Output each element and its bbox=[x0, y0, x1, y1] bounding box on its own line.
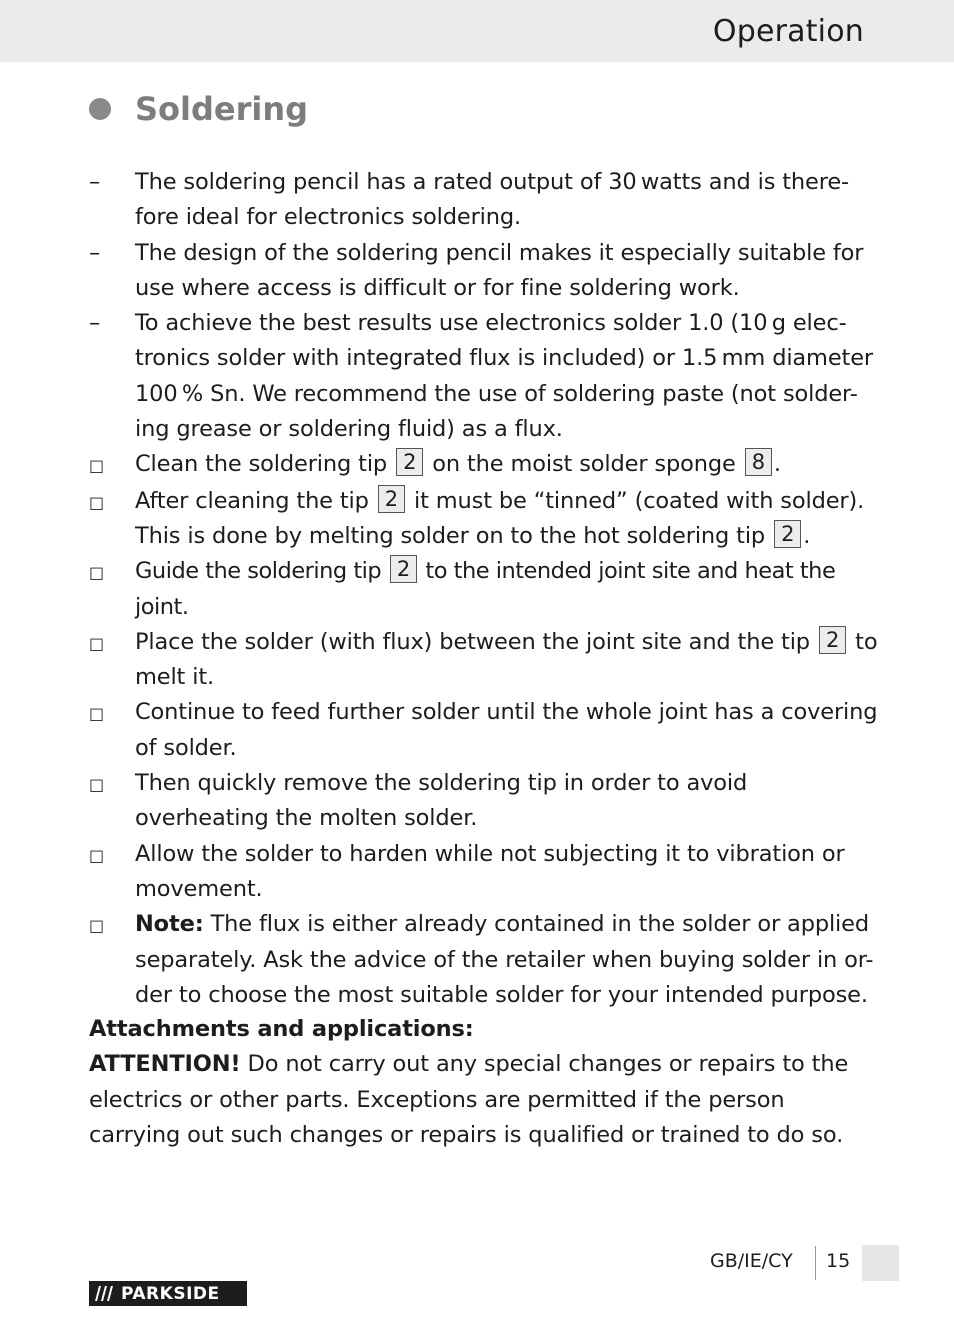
attachments-heading: Attachments and applications: bbox=[89, 1016, 474, 1042]
item-text: Allow the solder to harden while not subjecting it to vibration or movement. bbox=[135, 840, 845, 902]
item-text-part: Place the solder (with flux) between the joint site and the tip bbox=[135, 628, 817, 655]
item-text-part: The flux is either already contained in the solder or applied separately. Ask the advice of the retailer when buying solder in or-der to choose the most suitable solder for your intended purpose. bbox=[135, 911, 874, 1008]
list-item bbox=[89, 554, 879, 625]
checkbox-marker-icon: □ bbox=[89, 775, 104, 795]
attention-label: ATTENTION! bbox=[89, 1051, 241, 1078]
item-text-part: . bbox=[773, 451, 781, 478]
list-item bbox=[89, 837, 879, 908]
list-item bbox=[89, 236, 879, 307]
item-text: The soldering pencil has a rated output of 30 watts and is there-fore ideal for electronics soldering. bbox=[135, 169, 850, 231]
dash-marker: – bbox=[89, 310, 101, 337]
page-number: 15 bbox=[826, 1250, 851, 1272]
checkbox-marker-icon: □ bbox=[89, 456, 104, 476]
attention-text: Do not carry out any special changes or repairs to the electrics or other parts. Exceptions are permitted if the person carrying out such changes or repairs is qualified or trained to do so. bbox=[89, 1051, 849, 1148]
item-text bbox=[135, 625, 879, 696]
item-text-part: it must be “tinned” (coated with solder). This is done by melting solder on to the hot soldering tip bbox=[135, 487, 865, 549]
part-reference-badge: 2 bbox=[378, 485, 405, 513]
instruction-list bbox=[89, 165, 879, 1013]
part-reference-badge: 2 bbox=[819, 626, 846, 654]
section-title: Soldering bbox=[135, 90, 309, 128]
checkbox-marker-icon: □ bbox=[89, 916, 104, 936]
dash-marker: – bbox=[89, 169, 101, 195]
item-text-part: . bbox=[803, 522, 811, 549]
checkbox-marker-icon: □ bbox=[89, 845, 104, 865]
item-text bbox=[135, 907, 879, 1013]
list-item bbox=[89, 165, 879, 236]
attachments-section bbox=[89, 1012, 879, 1153]
item-text bbox=[135, 447, 879, 483]
section-bullet-icon bbox=[89, 98, 111, 120]
section-heading bbox=[89, 90, 308, 128]
logo-stripes-icon bbox=[89, 1281, 119, 1306]
list-item bbox=[89, 306, 879, 447]
footer-tab-marker bbox=[862, 1245, 899, 1281]
checkbox-marker-icon: □ bbox=[89, 633, 104, 653]
page-header bbox=[0, 0, 954, 62]
item-text: The design of the soldering pencil makes it especially suitable for use where access is difficult or for fine soldering work. bbox=[135, 239, 864, 301]
header-title: Operation bbox=[712, 14, 864, 49]
footer-divider bbox=[815, 1246, 816, 1280]
item-text-part: Clean the soldering tip bbox=[135, 451, 395, 478]
item-text: Continue to feed further solder until the whole joint has a covering of solder. bbox=[135, 699, 878, 761]
parkside-logo bbox=[89, 1281, 247, 1306]
item-text-part: Guide the soldering tip bbox=[135, 558, 388, 585]
list-item bbox=[89, 625, 879, 696]
item-text: Then quickly remove the soldering tip in order to avoid overheating the molten solder. bbox=[135, 770, 748, 832]
item-text bbox=[135, 484, 879, 555]
item-text-part: to the intended joint site and heat the joint. bbox=[135, 558, 836, 620]
note-label: Note: bbox=[135, 911, 204, 938]
list-item bbox=[89, 484, 879, 555]
checkbox-marker-icon: □ bbox=[89, 563, 104, 583]
part-reference-badge: 2 bbox=[396, 448, 423, 476]
checkbox-marker-icon: □ bbox=[89, 492, 104, 512]
list-item bbox=[89, 695, 879, 766]
item-text: To achieve the best results use electronics solder 1.0 (10 g elec-tronics solder with integrated flux is included) or 1.5 mm diameter 100 % Sn. We recommend the use of soldering paste (not solder-ing grease or soldering fluid) as a flux. bbox=[135, 310, 873, 443]
dash-marker: – bbox=[89, 239, 101, 266]
footer-region-code: GB/IE/CY bbox=[710, 1250, 793, 1272]
part-reference-badge: 2 bbox=[390, 555, 417, 583]
logo-text: PARKSIDE bbox=[121, 1283, 220, 1304]
item-text-part: to melt it. bbox=[135, 628, 878, 691]
item-text bbox=[135, 554, 879, 625]
part-reference-badge: 2 bbox=[774, 520, 801, 548]
checkbox-marker-icon: □ bbox=[89, 704, 104, 724]
list-item bbox=[89, 907, 879, 1013]
item-text-part: After cleaning the tip bbox=[135, 487, 376, 514]
item-text-part: on the moist solder sponge bbox=[425, 451, 743, 478]
list-item bbox=[89, 447, 879, 483]
part-reference-badge: 8 bbox=[745, 448, 772, 476]
list-item bbox=[89, 766, 879, 837]
